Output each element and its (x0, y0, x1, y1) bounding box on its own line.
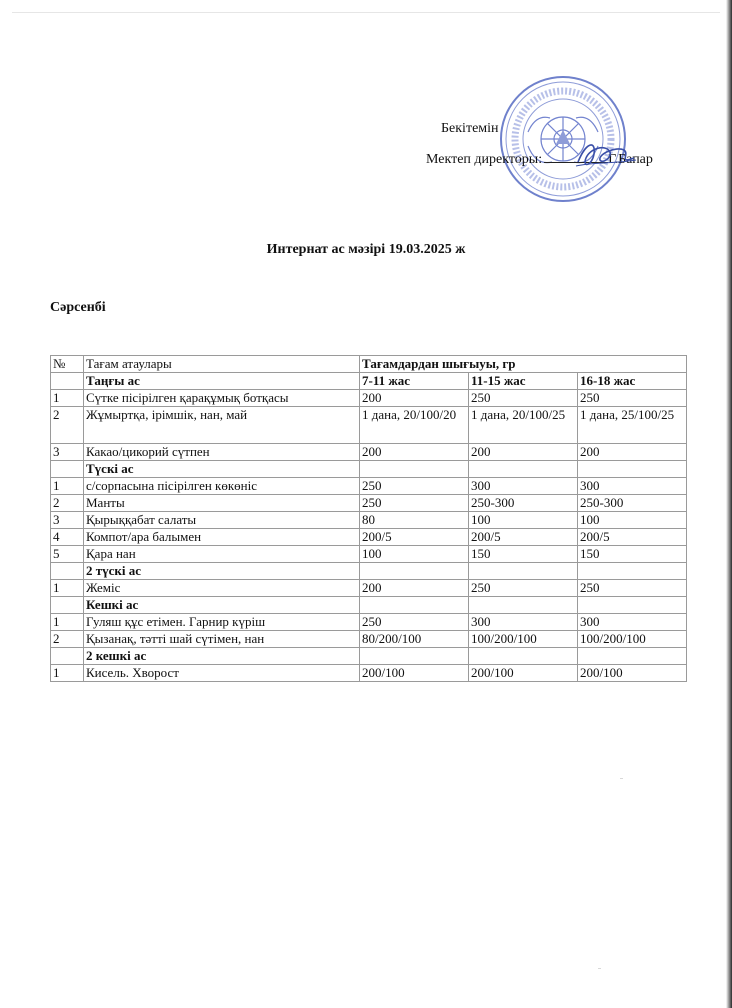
dish-name: Какао/цикорий сүтпен (84, 444, 360, 461)
portion-16-18: 200/5 (578, 529, 687, 546)
section-row-dinner (51, 597, 687, 614)
approval-label: Бекітемін (441, 121, 499, 136)
portion-11-15: 1 дана, 20/100/25 (469, 407, 578, 444)
age-group-16-18: 16-18 жас (578, 373, 687, 390)
empty-cell (360, 563, 469, 580)
dish-name: Гуляш құс етімен. Гарнир күріш (84, 614, 360, 631)
table-row (51, 546, 687, 563)
dish-name: Жұмыртқа, ірімшік, нан, май (84, 407, 360, 444)
table-row (51, 614, 687, 631)
portion-11-15: 300 (469, 614, 578, 631)
portion-11-15: 250 (469, 390, 578, 407)
portion-16-18: 250-300 (578, 495, 687, 512)
empty-cell (469, 461, 578, 478)
portion-11-15: 300 (469, 478, 578, 495)
table-row (51, 580, 687, 597)
empty-cell (51, 648, 84, 665)
scan-top-line (12, 12, 720, 13)
dish-name: Компот/ара балымен (84, 529, 360, 546)
portion-11-15: 100/200/100 (469, 631, 578, 648)
empty-cell (360, 597, 469, 614)
row-number: 1 (51, 665, 84, 682)
portion-7-11: 200 (360, 444, 469, 461)
scan-edge-shadow (726, 0, 732, 1008)
portion-16-18: 250 (578, 580, 687, 597)
empty-cell (51, 461, 84, 478)
portion-7-11: 250 (360, 478, 469, 495)
empty-cell (578, 648, 687, 665)
director-label: Мектеп директоры: (426, 152, 543, 167)
table-row (51, 390, 687, 407)
row-number: 4 (51, 529, 84, 546)
table-row (51, 478, 687, 495)
scan-speck (620, 778, 623, 779)
portion-16-18: 200/100 (578, 665, 687, 682)
empty-cell (578, 597, 687, 614)
table-row (51, 444, 687, 461)
empty-cell (578, 563, 687, 580)
header-number: № (51, 356, 84, 373)
portion-16-18: 100 (578, 512, 687, 529)
portion-11-15: 200 (469, 444, 578, 461)
section-row-breakfast (51, 373, 687, 390)
section-name: 2 түскі ас (84, 563, 360, 580)
row-number: 2 (51, 407, 84, 444)
portion-11-15: 250-300 (469, 495, 578, 512)
empty-cell (360, 648, 469, 665)
empty-cell (51, 597, 84, 614)
portion-7-11: 250 (360, 614, 469, 631)
dish-name: Манты (84, 495, 360, 512)
table-row (51, 407, 687, 444)
row-number: 1 (51, 614, 84, 631)
portion-11-15: 250 (469, 580, 578, 597)
row-number: 3 (51, 444, 84, 461)
portion-7-11: 80 (360, 512, 469, 529)
menu-title: Интернат ас мәзірі 19.03.2025 ж (266, 242, 466, 257)
empty-cell (469, 648, 578, 665)
dish-name: Жеміс (84, 580, 360, 597)
portion-16-18: 300 (578, 478, 687, 495)
section-row-lunch (51, 461, 687, 478)
portion-7-11: 1 дана, 20/100/20 (360, 407, 469, 444)
day-of-week: Сәрсенбі (50, 300, 106, 315)
dish-name: Қара нан (84, 546, 360, 563)
section-name: 2 кешкі ас (84, 648, 360, 665)
section-row-second-lunch (51, 563, 687, 580)
dish-name: Қырыққабат салаты (84, 512, 360, 529)
dish-name: с/сорпасына пісірілген көкөніс (84, 478, 360, 495)
row-number: 1 (51, 580, 84, 597)
empty-cell (360, 461, 469, 478)
handwritten-signature (572, 138, 640, 172)
table-row (51, 512, 687, 529)
age-group-11-15: 11-15 жас (469, 373, 578, 390)
row-number: 5 (51, 546, 84, 563)
portion-16-18: 150 (578, 546, 687, 563)
portion-7-11: 100 (360, 546, 469, 563)
dish-name: Қызанақ, тәтті шай сүтімен, нан (84, 631, 360, 648)
portion-11-15: 200/5 (469, 529, 578, 546)
table-row (51, 665, 687, 682)
row-number: 2 (51, 495, 84, 512)
portion-7-11: 200/100 (360, 665, 469, 682)
portion-7-11: 200/5 (360, 529, 469, 546)
row-number: 1 (51, 478, 84, 495)
table-row (51, 529, 687, 546)
portion-11-15: 100 (469, 512, 578, 529)
table-row (51, 495, 687, 512)
portion-7-11: 80/200/100 (360, 631, 469, 648)
portion-7-11: 200 (360, 390, 469, 407)
table-row (51, 631, 687, 648)
section-name: Кешкі ас (84, 597, 360, 614)
empty-cell (469, 563, 578, 580)
dish-name: Кисель. Хворост (84, 665, 360, 682)
age-group-7-11: 7-11 жас (360, 373, 469, 390)
section-name: Түскі ас (84, 461, 360, 478)
portion-11-15: 150 (469, 546, 578, 563)
portion-16-18: 300 (578, 614, 687, 631)
director-name: Г.Бапар (608, 152, 653, 167)
dish-name: Сүтке пісірілген қарақұмық ботқасы (84, 390, 360, 407)
empty-cell (51, 373, 84, 390)
scan-speck (598, 968, 601, 969)
portion-7-11: 200 (360, 580, 469, 597)
row-number: 2 (51, 631, 84, 648)
empty-cell (51, 563, 84, 580)
empty-cell (578, 461, 687, 478)
portion-7-11: 250 (360, 495, 469, 512)
portion-16-18: 100/200/100 (578, 631, 687, 648)
section-name: Таңғы ас (84, 373, 360, 390)
row-number: 3 (51, 512, 84, 529)
table-header-row (51, 356, 687, 373)
portion-16-18: 200 (578, 444, 687, 461)
portion-16-18: 250 (578, 390, 687, 407)
header-output: Тағамдардан шығыуы, гр (360, 356, 687, 373)
menu-table (50, 355, 687, 682)
section-row-second-dinner (51, 648, 687, 665)
portion-11-15: 200/100 (469, 665, 578, 682)
header-dish-name: Тағам атаулары (84, 356, 360, 373)
portion-16-18: 1 дана, 25/100/25 (578, 407, 687, 444)
empty-cell (469, 597, 578, 614)
row-number: 1 (51, 390, 84, 407)
